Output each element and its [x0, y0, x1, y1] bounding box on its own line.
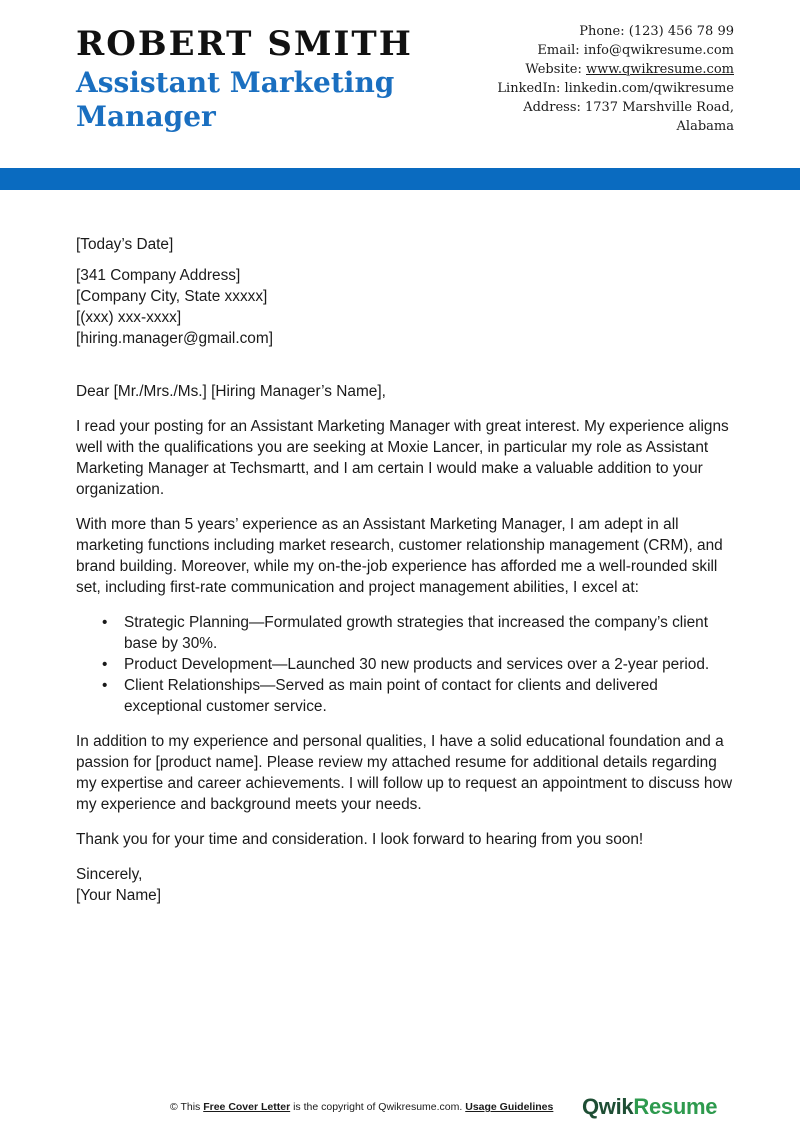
logo-resume: Resume: [633, 1094, 718, 1119]
achievements-list: [76, 612, 736, 717]
usage-guidelines-link[interactable]: Usage Guidelines: [465, 1101, 554, 1113]
letter-body: [76, 234, 736, 906]
job-title: Assistant Marketing Manager: [76, 66, 395, 133]
recipient-email: [hiring.manager@gmail.com]: [76, 330, 273, 347]
contact-phone: Phone: (123) 456 78 99: [579, 24, 734, 39]
contact-address-line2: Alabama: [676, 119, 734, 134]
achievement-text: Client Relationships—Served as main point of contact for clients and delivered exceptional customer service.: [124, 677, 658, 715]
applicant-name: ROBERT SMITH: [76, 24, 413, 64]
letter-date: [Today’s Date]: [76, 236, 174, 253]
website-link[interactable]: www.qwikresume.com: [586, 62, 734, 77]
paragraph-education: In addition to my experience and personal qualities, I have a solid educational foundation and a passion for [product name]. Please review my attached resume for additional details regarding my expertise and career achievements. I will follow up to request an appointment to discuss how my experience and background meets your needs.: [76, 733, 733, 813]
contact-website: [404, 60, 734, 79]
free-cover-letter-link[interactable]: Free Cover Letter: [203, 1101, 291, 1113]
contact-block: [404, 22, 734, 136]
paragraph-experience: With more than 5 years’ experience as an Assistant Marketing Manager, I am adept in all marketing functions including market research, customer relationship management (CRM), and brand building. Moreover, while my on-the-job experience has afforded me a well-rounded skill set, including first-rate communication and project management abilities, I excel at:: [76, 516, 723, 596]
achievement-text: Strategic Planning—Formulated growth strategies that increased the company’s client base by 30%.: [124, 614, 709, 652]
salutation: Dear [Mr./Mrs./Ms.] [Hiring Manager’s Name],: [76, 383, 386, 400]
contact-address-line1: Address: 1737 Marshville Road,: [523, 100, 734, 115]
bullet-icon: •: [102, 656, 108, 673]
logo-qwik: Qwik: [582, 1094, 634, 1119]
letterhead: [0, 0, 800, 168]
page-footer: [0, 1094, 800, 1124]
signature-name: [Your Name]: [76, 887, 161, 904]
list-item: [102, 612, 736, 654]
recipient-phone: [(xxx) xxx-xxxx]: [76, 309, 182, 326]
header-divider-bar: [0, 168, 800, 190]
list-item: [102, 675, 736, 717]
paragraph-intro: I read your posting for an Assistant Marketing Manager with great interest. My experience aligns well with the qualifications you are seeking at Moxie Lancer, in particular my role as Assistant Marketing Manager at Techsmartt, and I am certain I would make a valuable addition to your organization.: [76, 418, 729, 498]
website-label: Website:: [525, 62, 586, 77]
bullet-icon: •: [102, 677, 108, 694]
contact-linkedin: LinkedIn: linkedin.com/qwikresume: [497, 81, 734, 96]
paragraph-thanks: Thank you for your time and consideration. I look forward to hearing from you soon!: [76, 831, 644, 848]
copyright-prefix: © This: [170, 1101, 204, 1113]
copyright-notice: [170, 1101, 553, 1113]
contact-email: Email: info@qwikresume.com: [537, 43, 734, 58]
bullet-icon: •: [102, 614, 108, 631]
list-item: [102, 654, 736, 675]
recipient-city: [Company City, State xxxxx]: [76, 288, 268, 305]
achievement-text: Product Development—Launched 30 new products and services over a 2-year period.: [124, 656, 710, 673]
signoff: Sincerely,: [76, 866, 143, 883]
recipient-address: [341 Company Address]: [76, 267, 241, 284]
qwikresume-logo: [582, 1094, 717, 1120]
copyright-middle: is the copyright of Qwikresume.com.: [290, 1101, 466, 1113]
